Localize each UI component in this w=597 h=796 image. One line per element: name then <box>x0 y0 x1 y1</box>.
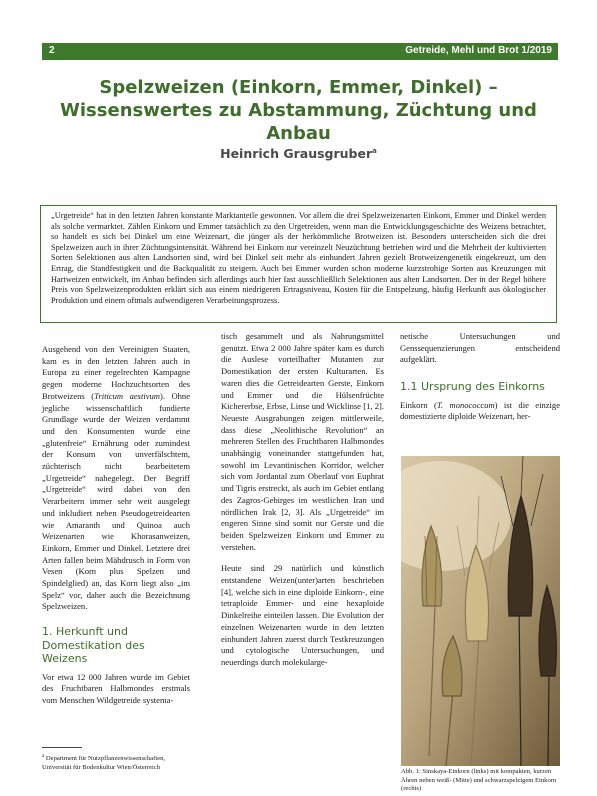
text-run: ) ist die einzige domestizierte diploide Weizenart, her- <box>400 399 560 422</box>
species-name: Triticum aestivum <box>94 390 160 401</box>
journal-title: Getreide, Mehl und Brot 1/2019 <box>405 45 552 56</box>
author-affiliation-mark: a <box>372 146 377 155</box>
text-run: ). Ohne jegliche wissenschaftlich fundierte Grundlage wurde der Weizen verdammt und den Konsumenten wurde eine „glutenfreie“ Ernährung oder zumindest der Konsum von unverfälschtem, züchterisch nicht bearbeitetem „Urgetreide“ nahegelegt. Der Begriff „Urgetreide“ wird dabei von den Verarbeitern immer sehr weit ausgelegt und inkludiert neben Pseudogetreidearten wie Amaranth und Quinoa auch Weizenarten wie Khorasanweizen, Einkorn, Emmer und Dinkel. Letztere drei Arten fallen beim Mähdrusch in Form von Vesen (Korn plus Spelzen und Spindelglied) an, das Korn liegt also „im Spelz“ vor, daher auch die Bezeichnung Spelzweizen. <box>42 390 190 612</box>
abstract-text: „Urgetreide“ hat in den letzten Jahren konstante Marktanteile gewonnen. Vor allem die drei Spelzweizenarten Einkorn, Emmer und Dinkel werden als solche vermarktet. Zählen Einkorn und Emmer tatsächlich zu den Urgetreiden, wenn man die Entwicklungsgeschichte des Weizens betrachtet, so handelt es sich bei Dinkel um eine Weizenart, die jünger als der herkömmliche Brotweizen ist. Besonders unterscheiden sich die drei Spelzweizen auch in ihrer Züchtungsintensität. Während bei Einkorn nur vereinzelt Neuzüchtung betrieben wird und die Mehrheit der kultivierten Sorten Selektionen aus alten Landsorten sind, wird bei Dinkel seit mehr als einhundert Jahren gezielt Brotweizengenetik eingekreuzt, um den Ertrag, die Standfestigkeit und die Backqualität zu steigern. Auch bei Emmer wurden schon moderne kurzstrohige Sorten aus Kreuzungen mit Hartweizen entwickelt, im Anbau befinden sich allerdings auch hier fast ausschließlich Selektionen aus alten Landsorten. Der in der Regel höhere Preis von Spelzweizenprodukten erklärt sich aus einem niedrigeren Ertragsniveau, Kosten für die Entspelzung, häufig Herkunft aus ökologischer Produktion und einem oftmals aufwendigeren Verarbeitungsprozess. <box>51 211 546 305</box>
section-heading: 1. Herkunft und Domestikation des Weizens <box>42 625 145 666</box>
text-run: Einkorn ( <box>400 399 437 410</box>
title-line-2: Wissenswertes zu Abstammung, Züchtung und Anbau <box>60 100 537 144</box>
paragraph: Heute sind 29 natürlich und künstlich entstandene Weizen(unter)arten beschrieben [4], welche sich in eine diploide Einkorn-, eine tetraploide Emmer- und eine hexaploide Dinkelreihe einteilen lassen. Die Evolution der einzelnen Weizenarten wurde in den letzten einhundert Jahren zuerst durch Testkreuzungen und cytologische Untersuchungen, und neuerdings durch molekularge- <box>221 563 384 667</box>
column-2 <box>221 331 384 669</box>
text-run: Ausgehend von den Vereinigten Staaten, kam es in den letzten Jahren auch in Europa zu einer regelrechten Kampagne gegen moderne Hochzuchtsorten des Brotweizens ( <box>42 344 190 401</box>
figure-caption: Abb. 1: Sinskaya-Einkorn (links) mit kompakten, kurzen Ähren neben weiß- (Mitte) und schwarzspelzigem Einkorn (rechts) <box>401 768 557 792</box>
title-line-1: Spelzweizen (Einkorn, Emmer, Dinkel) – <box>99 77 498 98</box>
einkorn-photo <box>401 456 560 766</box>
article-title <box>30 76 567 145</box>
footnote-text: Department für Nutzpflanzenwissenschaften, Universität für Bodenkultur Wien/Österreich <box>42 755 166 772</box>
running-header <box>42 43 558 60</box>
paragraph: tisch gesammelt und als Nahrungsmittel genutzt. Etwa 2 000 Jahre später kam es durch die Auslese vorteilhafter Mutanten zur Domestikation der ersten Kulturarten. Es waren dies die Getreidearten Gerste, Einkorn und Emmer und die Hülsenfrüchte Kichererbse, Erbse, Linse und Wicklinse [1, 2]. Neueste Ausgrabungen zeigen mittlerweile, dass diese „Neolithische Revolution“ an mehreren Stellen des Fruchtbaren Halbmondes unabhängig voneinander stattgefunden hat, sowohl im Levantinischen Korridor, welcher sich vom Jordantal zum Oberlauf von Euphrat und Tigris erstreckt, als auch im Gebiet entlang des Zagros-Gebirges im westlichen Iran und nördlichen Irak [2, 3]. Als „Urgetreide“ im engeren Sinne sind somit nur Gerste und die beiden Spelzweizen Einkorn und Emmer zu verstehen. <box>221 331 384 552</box>
column-3 <box>400 331 560 423</box>
author <box>0 146 597 161</box>
subsection-heading: 1.1 Ursprung des Einkorns <box>400 380 545 394</box>
footnote-rule <box>42 747 82 748</box>
page-number: 2 <box>49 45 55 56</box>
paragraph: Vor etwa 12 000 Jahren wurde im Gebiet des Fruchtbaren Halbmondes erstmals vom Menschen Wildgetreide systema- <box>42 671 190 706</box>
species-name: T. monococcum <box>436 399 495 410</box>
paragraph <box>400 400 560 423</box>
abstract-box <box>40 205 557 323</box>
paragraph <box>42 344 190 613</box>
author-name: Heinrich Grausgruber <box>220 146 373 161</box>
column-1 <box>42 344 190 707</box>
footnote-mark: a <box>42 754 45 759</box>
footnote <box>42 752 192 772</box>
paragraph: netische Untersuchungen und Genssequenzierungen entscheidend aufgeklärt. <box>400 331 560 365</box>
